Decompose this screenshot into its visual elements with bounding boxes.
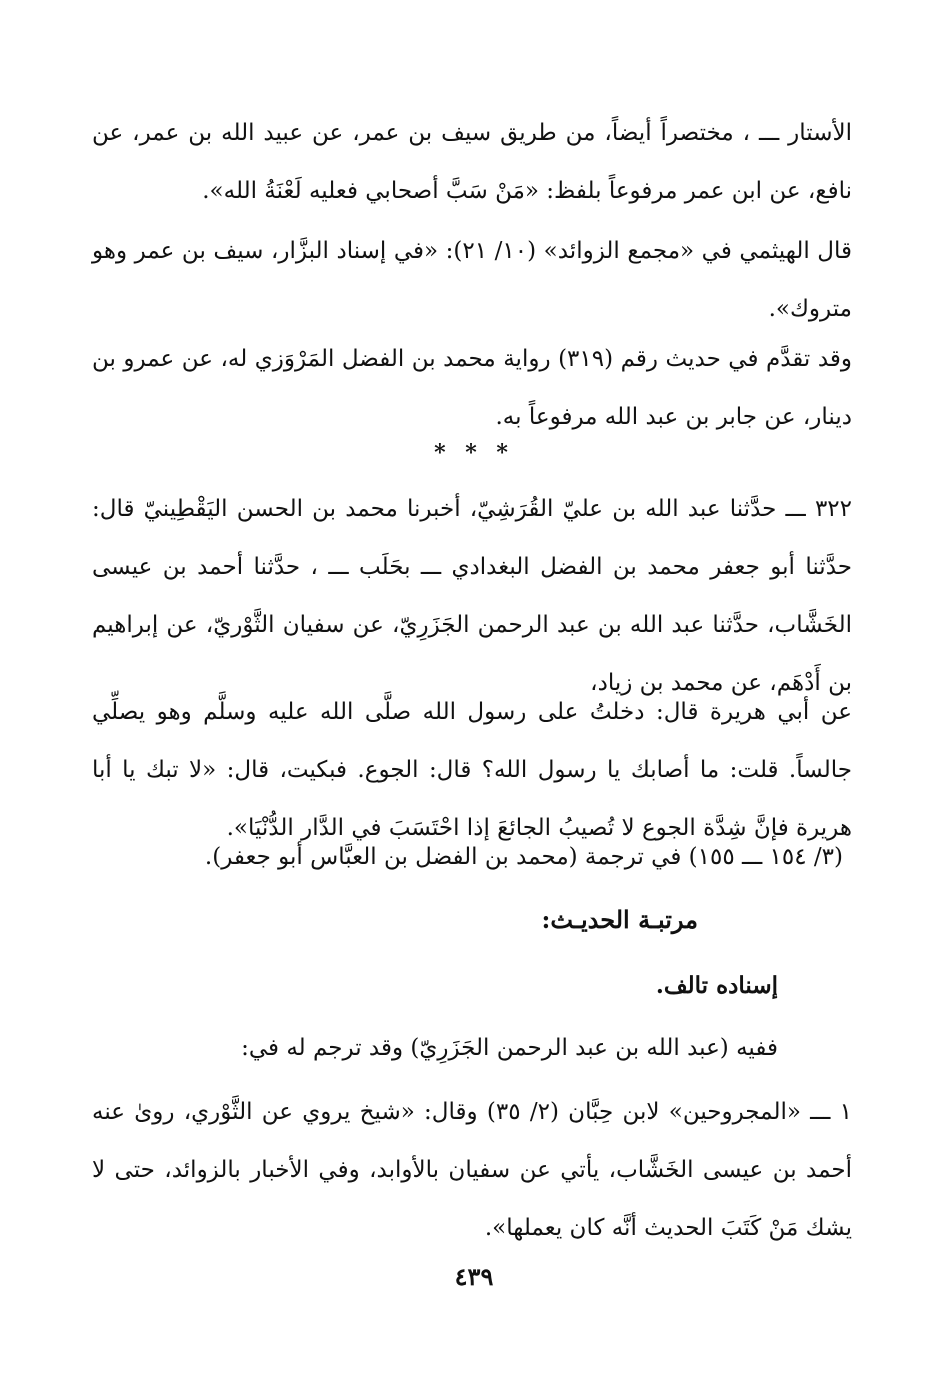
hadith-matn-paragraph: عن أبي هريرة قال: دخلتُ على رسول الله صلَّى الله عليه وسلَّم وهو يصلِّي جالساً. قلت: ما أصابك يا رسول الله؟ قال: الجوع. فبكيت، قال: «لا تبك يا أبا هريرة فإنَّ شِدَّة الجوع لا تُصيبُ الجائعَ إذا احْتَسَبَ في الدَّار الدُّنْيَا». xyxy=(92,699,852,841)
page-number: ٤٣٩ xyxy=(454,1262,494,1291)
hadith-isnad-paragraph: ٣٢٢ ـــ حدَّثنا عبد الله بن عليّ القُرَشِيّ، أخبرنا محمد بن الحسن اليَقْطِينيّ قال: حدَّثنا أبو جعفر محمد بن الفضل البغدادي ـــ بحَلَب ـــ ، حدَّثنا أحمد بن عيسى الخَشَّاب، حدَّثنا عبد الله بن عبد الرحمن الجَزَرِيّ، عن سفيان الثَّوْريّ، عن إبراهيم بن أَدْهَم، عن محمد بن زياد، xyxy=(92,496,852,696)
hadith-grade: إسناده تالف. xyxy=(655,972,778,999)
paragraph-1: الأستار ـــ ، مختصراً أيضاً، من طريق سيف بن عمر، عن عبيد الله بن عمر، عن نافع، عن ابن عمر مرفوعاً بلفظ: «مَنْ سَبَّ أصحابي فعليه لَعْنَةُ الله». xyxy=(92,120,852,204)
narrator-intro: ففيه (عبد الله بن عبد الرحمن الجَزَرِيّ) وقد ترجم له في: xyxy=(241,1035,778,1061)
section-heading: مرتبـة الحديـث: xyxy=(541,905,698,934)
reference-item-1: ١ ـــ «المجروحين» لابن حِبَّان (٢/ ٣٥) وقال: «شيخ يروي عن الثَّوْري، روىٰ عنه أحمد بن عيسى الخَشَّاب، يأتي عن سفيان بالأوابد، وفي الأخبار بالزوائد، حتى لا يشك مَنْ كَتَبَ الحديث أنَّه كان يعملها». xyxy=(92,1099,853,1241)
source-reference: (٣/ ١٥٤ ـــ ١٥٥) في ترجمة (محمد بن الفضل بن العبَّاس أبو جعفر). xyxy=(204,844,843,870)
paragraph-2: قال الهيثمي في «مجمع الزوائد» (١٠/ ٢١): «في إسناد البزَّار، سيف بن عمر وهو متروك». xyxy=(92,238,853,322)
paragraph-3: وقد تقدَّم في حديث رقم (٣١٩) رواية محمد بن الفضل المَرْوَزي له، عن عمرو بن دينار، عن جابر بن عبد الله مرفوعاً به. xyxy=(92,346,852,430)
section-separator: * * * xyxy=(434,440,514,466)
